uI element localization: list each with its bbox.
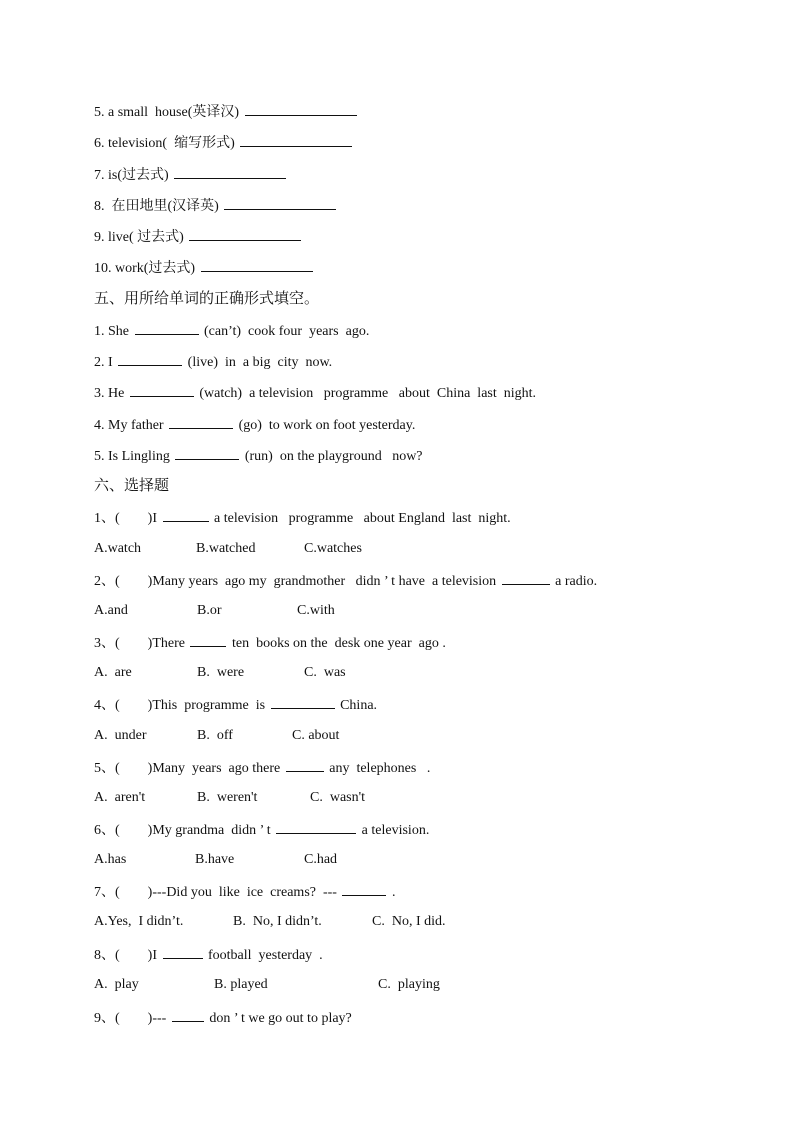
question-text-rest: a television. xyxy=(361,823,430,838)
question-text: )This programme is xyxy=(147,698,266,713)
option-c[interactable]: C. wasn't xyxy=(310,790,366,805)
question-text: )There xyxy=(147,636,185,651)
fill-in-item xyxy=(94,321,369,341)
question-stem xyxy=(94,820,429,840)
option-c[interactable]: C. No, I did. xyxy=(372,914,446,929)
question-text-rest: ten books on the desk one year ago . xyxy=(231,636,446,651)
answer-blank[interactable] xyxy=(190,633,226,647)
option-a[interactable]: A.Yes, I didn’t. xyxy=(94,914,184,929)
option-a[interactable]: A. are xyxy=(94,665,132,680)
question-stem xyxy=(94,882,395,902)
option-c[interactable]: C.with xyxy=(297,603,335,618)
question-number: 4、( xyxy=(94,698,120,713)
answer-blank[interactable] xyxy=(342,882,386,896)
answer-blank[interactable] xyxy=(245,102,357,116)
option-b[interactable]: B.or xyxy=(197,603,222,618)
heading-text: 五、用所给单词的正确形式填空。 xyxy=(94,289,320,307)
question-stem xyxy=(94,633,446,653)
option-a[interactable]: A. under xyxy=(94,728,147,743)
option-b[interactable]: B.watched xyxy=(196,541,256,556)
option-a[interactable]: A.and xyxy=(94,603,128,618)
answer-blank[interactable] xyxy=(271,695,335,709)
fill-in-item xyxy=(94,352,332,372)
question-number: 9、( xyxy=(94,1011,120,1026)
question-stem xyxy=(94,1008,352,1028)
fill-in-item xyxy=(94,383,536,403)
section-heading-part5 xyxy=(94,289,319,307)
answer-blank[interactable] xyxy=(502,571,550,585)
item-hint: (watch) a television programme about China last night. xyxy=(199,386,537,401)
question-text-rest: football yesterday . xyxy=(208,948,323,963)
translation-item xyxy=(94,196,338,216)
answer-blank[interactable] xyxy=(163,945,203,959)
answer-blank[interactable] xyxy=(174,165,286,179)
option-b[interactable]: B. weren't xyxy=(197,790,258,805)
item-prefix: 4. My father xyxy=(94,418,164,433)
answer-blank[interactable] xyxy=(240,133,352,147)
question-number: 1、( xyxy=(94,511,120,526)
option-b[interactable]: B. off xyxy=(197,728,233,743)
answer-blank[interactable] xyxy=(169,415,233,429)
option-row xyxy=(94,976,694,994)
option-a[interactable]: A.has xyxy=(94,852,127,867)
question-text: )Many years ago there xyxy=(147,761,281,776)
option-c[interactable]: C. playing xyxy=(378,977,440,992)
option-b[interactable]: B.have xyxy=(195,852,235,867)
answer-blank[interactable] xyxy=(286,758,324,772)
answer-blank[interactable] xyxy=(172,1008,204,1022)
item-prefix: 2. I xyxy=(94,355,113,370)
item-hint: (can’t) cook four years ago. xyxy=(204,324,370,339)
option-row xyxy=(94,913,694,931)
question-stem xyxy=(94,945,323,965)
option-row xyxy=(94,727,694,745)
item-prompt: 6. television( 缩写形式) xyxy=(94,136,235,151)
option-c[interactable]: C.watches xyxy=(304,541,362,556)
answer-blank[interactable] xyxy=(224,196,336,210)
item-prefix: 1. She xyxy=(94,324,129,339)
answer-blank[interactable] xyxy=(118,352,182,366)
translation-item xyxy=(94,133,354,153)
question-stem xyxy=(94,508,511,528)
option-a[interactable]: A. play xyxy=(94,977,139,992)
fill-in-item xyxy=(94,415,415,435)
question-stem xyxy=(94,758,430,778)
question-text-rest: China. xyxy=(340,698,378,713)
option-b[interactable]: B. played xyxy=(214,977,268,992)
question-text: )--- xyxy=(147,1011,167,1026)
question-number: 8、( xyxy=(94,948,120,963)
option-row xyxy=(94,664,694,682)
item-hint: (go) to work on foot yesterday. xyxy=(238,418,416,433)
question-number: 6、( xyxy=(94,823,120,838)
option-row xyxy=(94,540,694,558)
option-c[interactable]: C.had xyxy=(304,852,338,867)
fill-in-item xyxy=(94,446,423,466)
option-c[interactable]: C. about xyxy=(292,728,340,743)
item-hint: (run) on the playground now? xyxy=(244,449,423,464)
question-text-rest: . xyxy=(391,885,396,900)
answer-blank[interactable] xyxy=(163,508,209,522)
question-text: )---Did you like ice creams? --- xyxy=(147,885,337,900)
question-number: 2、( xyxy=(94,574,120,589)
answer-blank[interactable] xyxy=(135,321,199,335)
item-hint: (live) in a big city now. xyxy=(187,355,333,370)
question-text: )I xyxy=(147,948,157,963)
option-a[interactable]: A. aren't xyxy=(94,790,146,805)
question-text-rest: any telephones . xyxy=(329,761,431,776)
item-prompt: 8. 在田地里(汉译英) xyxy=(94,199,219,214)
answer-blank[interactable] xyxy=(130,383,194,397)
answer-blank[interactable] xyxy=(201,258,313,272)
translation-item xyxy=(94,227,303,247)
answer-blank[interactable] xyxy=(276,820,356,834)
question-text-rest: a radio. xyxy=(555,574,598,589)
translation-item xyxy=(94,165,288,185)
question-number: 7、( xyxy=(94,885,120,900)
question-text-rest: don ’ t we go out to play? xyxy=(209,1011,352,1026)
option-a[interactable]: A.watch xyxy=(94,541,142,556)
item-prefix: 5. Is Lingling xyxy=(94,449,170,464)
item-prompt: 5. a small house(英译汉) xyxy=(94,105,240,120)
answer-blank[interactable] xyxy=(189,227,301,241)
question-number: 5、( xyxy=(94,761,120,776)
item-prompt: 9. live( 过去式) xyxy=(94,230,184,245)
question-stem xyxy=(94,695,377,715)
option-c[interactable]: C. was xyxy=(304,665,346,680)
translation-item xyxy=(94,258,315,278)
item-prompt: 7. is(过去式) xyxy=(94,168,169,183)
question-text: )I xyxy=(147,511,157,526)
option-b[interactable]: B. No, I didn’t. xyxy=(233,914,322,929)
answer-blank[interactable] xyxy=(175,446,239,460)
question-text: )Many years ago my grandmother didn ’ t have a television xyxy=(147,574,497,589)
question-number: 3、( xyxy=(94,636,120,651)
option-row xyxy=(94,851,694,869)
item-prefix: 3. He xyxy=(94,386,125,401)
option-row xyxy=(94,789,694,807)
option-b[interactable]: B. were xyxy=(197,665,245,680)
translation-item xyxy=(94,102,359,122)
item-prompt: 10. work(过去式) xyxy=(94,261,196,276)
section-heading-part6 xyxy=(94,476,169,494)
option-row xyxy=(94,602,694,620)
question-text: )My grandma didn ’ t xyxy=(147,823,271,838)
question-text-rest: a television programme about England last night. xyxy=(214,511,511,526)
heading-text: 六、选择题 xyxy=(94,476,170,494)
question-stem xyxy=(94,571,597,591)
